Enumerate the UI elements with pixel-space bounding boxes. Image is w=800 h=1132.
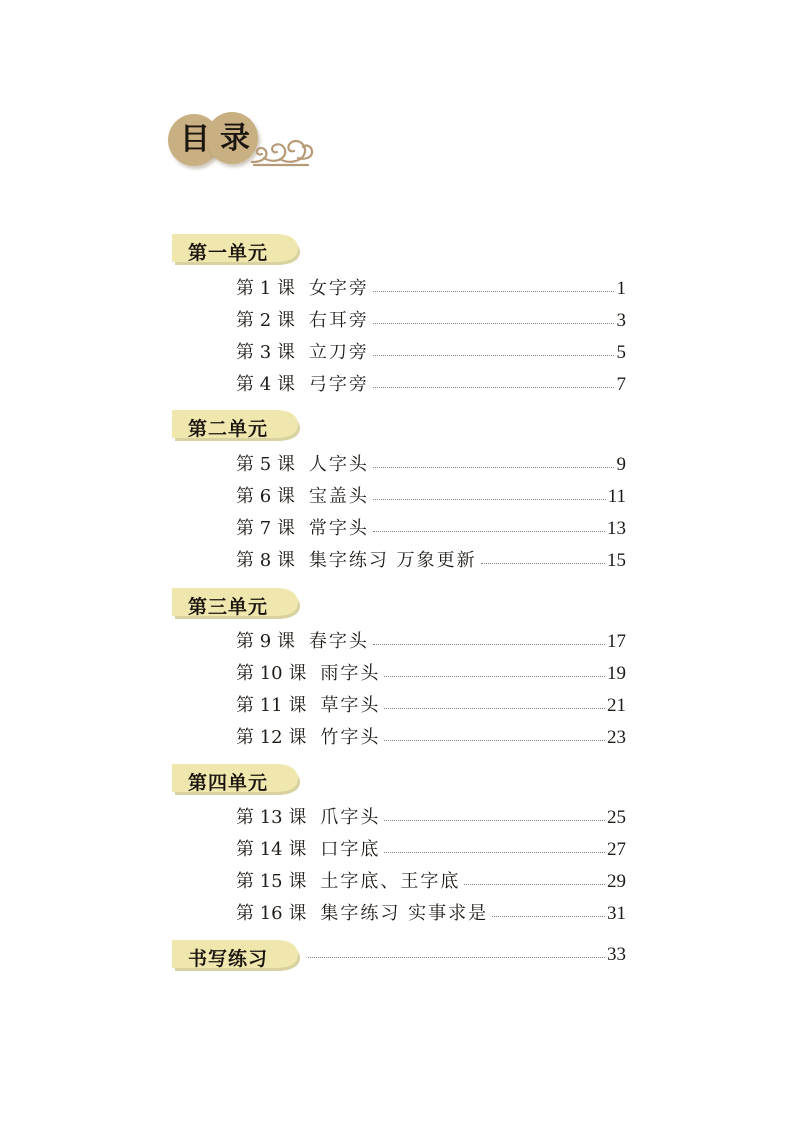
lesson-number: 第 10 课 — [236, 663, 307, 684]
dot-leader — [492, 915, 605, 917]
unit-label: 书写练习 — [188, 948, 269, 970]
page-number: 21 — [607, 695, 626, 716]
title-char-lu: 录 — [220, 121, 250, 156]
toc-entry-lesson-13[interactable] — [236, 805, 626, 831]
lesson-number: 第 3 课 — [236, 342, 295, 363]
unit-heading-3[interactable] — [172, 587, 300, 619]
toc-title — [168, 112, 318, 176]
dot-leader — [481, 562, 605, 564]
toc-entry-lesson-16[interactable] — [236, 901, 626, 927]
toc-entry-writing-practice[interactable] — [304, 942, 626, 968]
dot-leader — [464, 883, 605, 885]
dot-leader — [373, 530, 605, 532]
lesson-title: 集字练习 实事求是 — [320, 903, 489, 924]
lesson-title: 女字旁 — [308, 278, 369, 299]
lesson-number: 第 11 课 — [236, 695, 307, 716]
page-number: 25 — [607, 807, 626, 828]
lesson-title: 集字练习 万象更新 — [308, 550, 477, 571]
page-number: 7 — [616, 374, 626, 395]
dot-leader — [373, 290, 614, 292]
page-number: 23 — [607, 727, 626, 748]
page-number: 9 — [616, 454, 626, 475]
dot-leader — [373, 386, 614, 388]
lesson-number: 第 1 课 — [236, 278, 295, 299]
toc-entry-lesson-7[interactable] — [236, 516, 626, 542]
lesson-title: 竹字头 — [320, 727, 381, 748]
page-number: 31 — [607, 903, 626, 924]
lesson-number: 第 2 课 — [236, 310, 295, 331]
dot-leader — [373, 498, 606, 500]
toc-entry-lesson-15[interactable] — [236, 869, 626, 895]
page-number: 5 — [616, 342, 626, 363]
toc-entry-lesson-3[interactable] — [236, 340, 626, 366]
page-number: 13 — [607, 518, 626, 539]
toc-entry-lesson-6[interactable] — [236, 484, 626, 510]
toc-entry-lesson-12[interactable] — [236, 725, 626, 751]
dot-leader — [384, 675, 605, 677]
lesson-title: 草字头 — [320, 695, 381, 716]
lesson-number: 第 7 课 — [236, 518, 295, 539]
lesson-number: 第 9 课 — [236, 631, 295, 652]
unit-label: 第一单元 — [188, 242, 269, 264]
lesson-number: 第 5 课 — [236, 454, 295, 475]
unit-heading-4[interactable] — [172, 763, 300, 795]
dot-leader — [373, 322, 614, 324]
page-number: 33 — [607, 944, 626, 965]
lesson-number: 第 16 课 — [236, 903, 307, 924]
lesson-number: 第 8 课 — [236, 550, 295, 571]
auspicious-cloud-icon — [250, 128, 314, 168]
lesson-title: 土字底、王字底 — [320, 871, 461, 892]
lesson-title: 宝盖头 — [308, 486, 369, 507]
unit-label: 第二单元 — [188, 418, 269, 440]
unit-heading-1[interactable] — [172, 233, 300, 265]
lesson-number: 第 14 课 — [236, 839, 307, 860]
lesson-title: 右耳旁 — [308, 310, 369, 331]
toc-entry-lesson-10[interactable] — [236, 661, 626, 687]
page-number: 19 — [607, 663, 626, 684]
lesson-title: 爪字头 — [320, 807, 381, 828]
toc-entry-lesson-9[interactable] — [236, 629, 626, 655]
page-number: 3 — [616, 310, 626, 331]
lesson-number: 第 6 课 — [236, 486, 295, 507]
toc-entry-lesson-8[interactable] — [236, 548, 626, 574]
toc-entry-lesson-1[interactable] — [236, 276, 626, 302]
dot-leader — [373, 354, 614, 356]
dot-leader — [373, 643, 605, 645]
writing-practice-heading[interactable] — [172, 939, 300, 971]
unit-heading-2[interactable] — [172, 409, 300, 441]
lesson-number: 第 15 课 — [236, 871, 307, 892]
lesson-number: 第 4 课 — [236, 374, 295, 395]
toc-entry-lesson-14[interactable] — [236, 837, 626, 863]
dot-leader — [384, 851, 605, 853]
lesson-title: 口字底 — [320, 839, 381, 860]
dot-leader — [384, 739, 605, 741]
lesson-title: 人字头 — [308, 454, 369, 475]
lesson-number: 第 12 课 — [236, 727, 307, 748]
lesson-title: 春字头 — [308, 631, 369, 652]
toc-entry-lesson-4[interactable] — [236, 372, 626, 398]
lesson-title: 常字头 — [308, 518, 369, 539]
page-number: 1 — [616, 278, 626, 299]
lesson-title: 立刀旁 — [308, 342, 369, 363]
lesson-number: 第 13 课 — [236, 807, 307, 828]
page-number: 17 — [607, 631, 626, 652]
dot-leader — [308, 956, 605, 958]
title-char-mu: 目 — [180, 122, 210, 157]
page-number: 29 — [607, 871, 626, 892]
page-number: 15 — [607, 550, 626, 571]
dot-leader — [384, 819, 605, 821]
unit-label: 第四单元 — [188, 772, 269, 794]
toc-entry-lesson-11[interactable] — [236, 693, 626, 719]
lesson-title: 雨字头 — [320, 663, 381, 684]
page-number: 11 — [607, 486, 626, 507]
lesson-title: 弓字旁 — [308, 374, 369, 395]
page-number: 27 — [607, 839, 626, 860]
toc-entry-lesson-2[interactable] — [236, 308, 626, 334]
dot-leader — [373, 466, 614, 468]
toc-entry-lesson-5[interactable] — [236, 452, 626, 478]
dot-leader — [384, 707, 605, 709]
unit-label: 第三单元 — [188, 596, 269, 618]
